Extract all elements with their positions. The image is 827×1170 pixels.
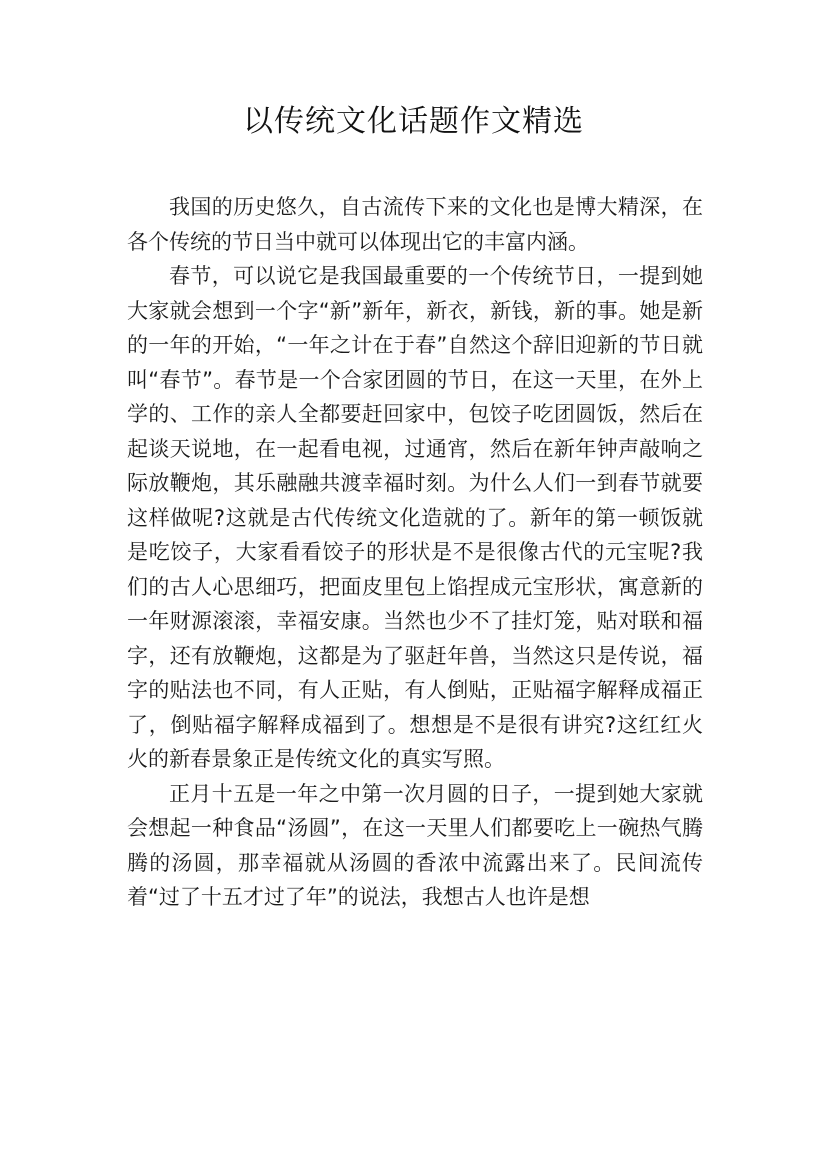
document-body: [127, 190, 703, 915]
paragraph-lantern-festival: 正月十五是一年之中第一次月圆的日子，一提到她大家就会想起一种食品“汤圆”，在这一天里人们都要吃上一碗热气腾腾的汤圆，那幸福就从汤圆的香浓中流露出来了。民间流传着“过了十五才过了年”的说法，我想古人也许是想: [127, 781, 703, 909]
paragraph-spring-festival: 春节，可以说它是我国最重要的一个传统节日，一提到她大家就会想到一个字“新”新年，新衣，新钱，新的事。她是新的一年的开始，“一年之计在于春”自然这个辞旧迎新的节日就叫“春节”。春节是一个合家团圆的节日，在这一天里，在外上学的、工作的亲人全都要赶回家中，包饺子吃团圆饭，然后在起谈天说地，在一起看电视，过通宵，然后在新年钟声敲响之际放鞭炮，其乐融融共渡幸福时刻。为什么人们一到春节就要这样做呢?这就是古代传统文化造就的了。新年的第一顿饭就是吃饺子，大家看看饺子的形状是不是很像古代的元宝呢?我们的古人心思细巧，把面皮里包上馅捏成元宝形状，寓意新的一年财源滚滚，幸福安康。当然也少不了挂灯笼，贴对联和福字，还有放鞭炮，这都是为了驱赶年兽，当然这只是传说，福字的贴法也不同，有人正贴，有人倒贴，正贴福字解释成福正了，倒贴福字解释成福到了。想想是不是很有讲究?这红红火火的新春景象正是传统文化的真实写照。: [127, 264, 703, 771]
paragraph-intro: 我国的历史悠久，自古流传下来的文化也是博大精深，在各个传统的节日当中就可以体现出它的丰富内涵。: [127, 195, 703, 254]
document-title: 以传统文化话题作文精选: [243, 104, 584, 139]
